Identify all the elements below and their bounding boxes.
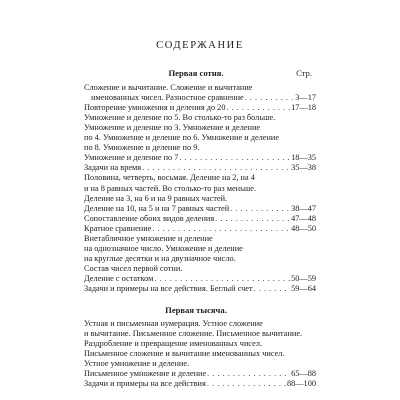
toc-entry-pages: 59—64 bbox=[291, 284, 316, 293]
toc-entry-pages: 48—50 bbox=[291, 223, 316, 233]
toc-entry-text: Письменное умножение и деление bbox=[84, 369, 207, 379]
toc-entry-text: и вычитание. Письменное сложение. Письменное вычитание. bbox=[84, 329, 303, 339]
toc-entry-pages: 17—18 bbox=[291, 103, 316, 113]
toc-entry-text: по 8. Умножение и деление по 9. bbox=[84, 143, 200, 153]
section-heading: Первая тысяча. bbox=[165, 305, 227, 315]
page-title: СОДЕРЖАНИЕ bbox=[156, 40, 244, 51]
toc-entry-text: Сопоставление обоих видов деления bbox=[84, 213, 215, 223]
toc-entry-text: на однозначное число. Умножение и деление bbox=[84, 243, 243, 253]
toc-entry-text: Сложение и вычитание. Сложение и вычитание bbox=[84, 83, 253, 92]
toc-entry-text: Кратное сравнение bbox=[84, 223, 152, 233]
toc-entry-text: именованных чисел. Разностное сравнение bbox=[91, 93, 244, 103]
toc-entry-text: Умножение и деление по 7 bbox=[84, 153, 179, 163]
toc-entry-text: Умножение и деление по 3. Умножение и деление bbox=[84, 123, 261, 133]
dot-leader bbox=[207, 378, 286, 389]
toc-entry-text: Деление на 3, на 6 и на 9 равных частей. bbox=[84, 193, 228, 203]
toc-entry-text: Задачи на время bbox=[84, 163, 142, 173]
toc-entry-pages: 35—38 bbox=[291, 163, 316, 173]
toc-entry-pages: 3—17 bbox=[295, 93, 316, 103]
toc-entry-text: Половина, четверть, восьмая. Деление на 2, на 4 bbox=[84, 173, 255, 183]
toc-entry-text: Задачи и примеры на все действия. Беглый счет bbox=[84, 284, 253, 293]
toc-entry-text: Устная и письменная нумерация. Устное сложение bbox=[84, 319, 263, 328]
toc-entry bbox=[84, 378, 316, 389]
page-column-header: Стр. bbox=[296, 68, 312, 78]
dot-leader bbox=[254, 283, 291, 294]
toc-entry-text: Письменное сложение и вычитание именованных чисел. bbox=[84, 349, 285, 359]
section-heading: Первая сотня. bbox=[168, 68, 224, 78]
toc-entry-text: Внетабличное умножение и деление bbox=[84, 233, 213, 243]
toc-entry-text: по 4. Умножение и деление по 6. Умножение и деление bbox=[84, 133, 280, 143]
toc-entry-text: Деление на 10, на 5 и на 7 равных частей bbox=[84, 203, 230, 213]
toc-entry-text: Задачи и примеры на все действия bbox=[84, 379, 206, 389]
toc-entry-text: Раздробление и превращение именованных чисел. bbox=[84, 339, 263, 349]
toc-entry-text: Устное умножение и деление. bbox=[84, 359, 190, 369]
toc-entry-pages: 18—35 bbox=[291, 153, 316, 163]
toc-entry-text: на круглые десятки и на двузначное число. bbox=[84, 253, 236, 263]
toc-entry-pages: 88—100 bbox=[286, 379, 316, 389]
toc-entry-pages: 47—48 bbox=[291, 213, 316, 223]
toc-entry-pages: 65—88 bbox=[291, 369, 316, 379]
toc-entry-pages: 38—47 bbox=[291, 203, 316, 213]
toc-entry-text: Повторение умножения и деления до 20 bbox=[84, 103, 226, 113]
toc-entry-pages: 50—59 bbox=[291, 273, 316, 283]
toc-entry-text: Деление с остатком bbox=[84, 273, 154, 283]
toc-entry-text: и на 8 равных частей. Во столько-то раз меньше. bbox=[84, 183, 257, 193]
toc-entry bbox=[84, 283, 316, 294]
toc-entry-text: Умножение и деление по 5. Во столько-то раз больше. bbox=[84, 113, 276, 123]
toc-entry-text: Состав чисел первой сотни. bbox=[84, 263, 183, 273]
